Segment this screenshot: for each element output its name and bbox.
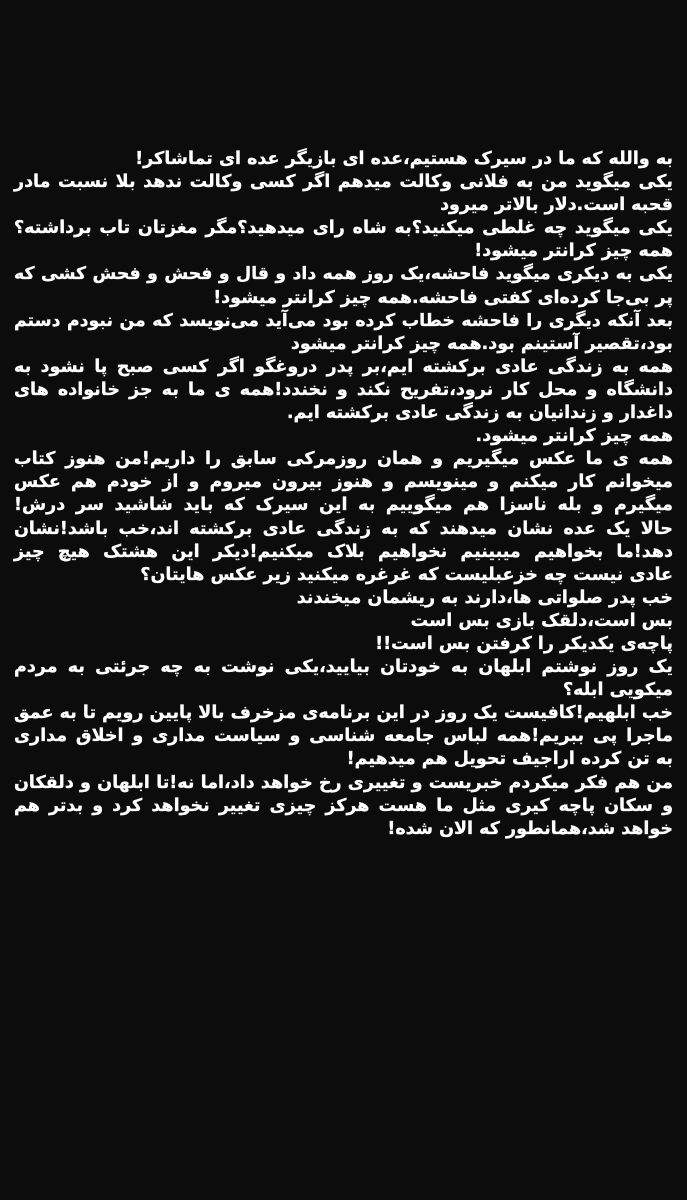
text-line: پر بی‌جا کرده‌ای کفتی فاحشه.همه چیز کرانتر میشود! [213,287,673,308]
text-line: خب پدر صلواتی ها،دارند به ریشمان میخندند [296,587,673,608]
text-line: به تن کرده اراجیف تحویل هم میدهیم! [346,749,673,770]
text-line: همه چیز کرانتر میشود! [474,241,673,262]
text-line: بعد آنکه دیگری را فاحشه خطاب کرده بود می‌آید می‌نویسد که من نبودم دستم [14,310,673,331]
text-line: بود،تقصیر آستینم بود.همه چیز کرانتر میشود [290,333,673,354]
text-line: خواهد شد،همانطور که الان شده! [387,818,673,839]
text-line: خب ابلهیم!کافیست یک روز در این برنامه‌ی مزخرف بالا پایین رویم تا به عمق [14,703,673,724]
text-line: به والله که ما در سیرک هستیم،عده ای بازیگر عده ای تماشاکر! [135,149,673,169]
text-line: من هم فکر میکردم خبریست و تغییری رخ خواهد داد،اما نه!تا ابلهان و دلقکان [14,772,673,793]
text-line: یکی میگوید من به فلانی وکالت میدهم اگر کسی وکالت ندهد بلا نسبت مادر [14,172,673,193]
text-line: همه ی ما عکس میگیریم و همان روزمرکی سابق را داریم!من هنوز کتاب [14,449,673,470]
text-line: میگیرم و بله ناسزا هم میگوییم به این سیرک که باید شاشید سر درش! [14,495,673,516]
text-line: یک روز نوشتم ابلهان به خودتان بیایید،یکی نوشت به چه جرئتی به مردم [14,657,673,678]
text-line: بس است،دلقک بازی بس است [410,610,673,631]
text-line: حالا یک عده نشان میدهند که به زندگی عادی برکشته اند،خب باشد!نشان [14,518,673,539]
text-line: یکی میگوید چه غلطی میکنید؟به شاه رای میدهید؟مگر مغزتان تاب برداشته؟ [14,218,673,239]
text-line: دانشگاه و محل کار نرود،تفریح نکند و نخندد!همه ی ما به جز خانواده های [14,379,673,400]
text-line: همه چیز کرانتر میشود. [475,426,673,447]
text-line: و سکان پاچه کیری مثل ما هست هرکز چیزی تغییر نخواهد کرد و بدتر هم [14,795,673,816]
text-line: پاچه‌ی یکدیکر را کرفتن بس است!! [375,633,673,654]
text-line: عادی نیست چه خزعبلیست که غرغره میکنید زیر عکس هایتان؟ [140,564,673,585]
text-line: میکویی ابله؟ [563,680,673,701]
text-line: همه به زندگی عادی برکشته ایم،بر پدر دروغگو اگر کسی صبح پا نشود به [14,356,673,377]
text-line: دهد!ما بخواهیم میبینیم نخواهیم بلاک میکنیم!دیکر این هشتک هیچ چیز [14,541,673,562]
text-line: میخوانم کار میکنم و مینویسم و هنوز بیرون میروم و از خودم هم عکس [14,472,673,493]
text-line: ماجرا پی ببریم!همه لباس جامعه شناسی و سیاست مداری و اخلاق مداری [14,726,673,747]
story-text-block [14,148,673,841]
text-line: یکی به دیکری میگوید فاحشه،یک روز همه داد و قال و فحش و فحش کشی که [14,264,673,285]
text-line: قحبه است.دلار بالاتر میرود [440,195,673,216]
text-line: داغدار و زندانیان به زندگی عادی برکشته ایم. [286,403,673,424]
